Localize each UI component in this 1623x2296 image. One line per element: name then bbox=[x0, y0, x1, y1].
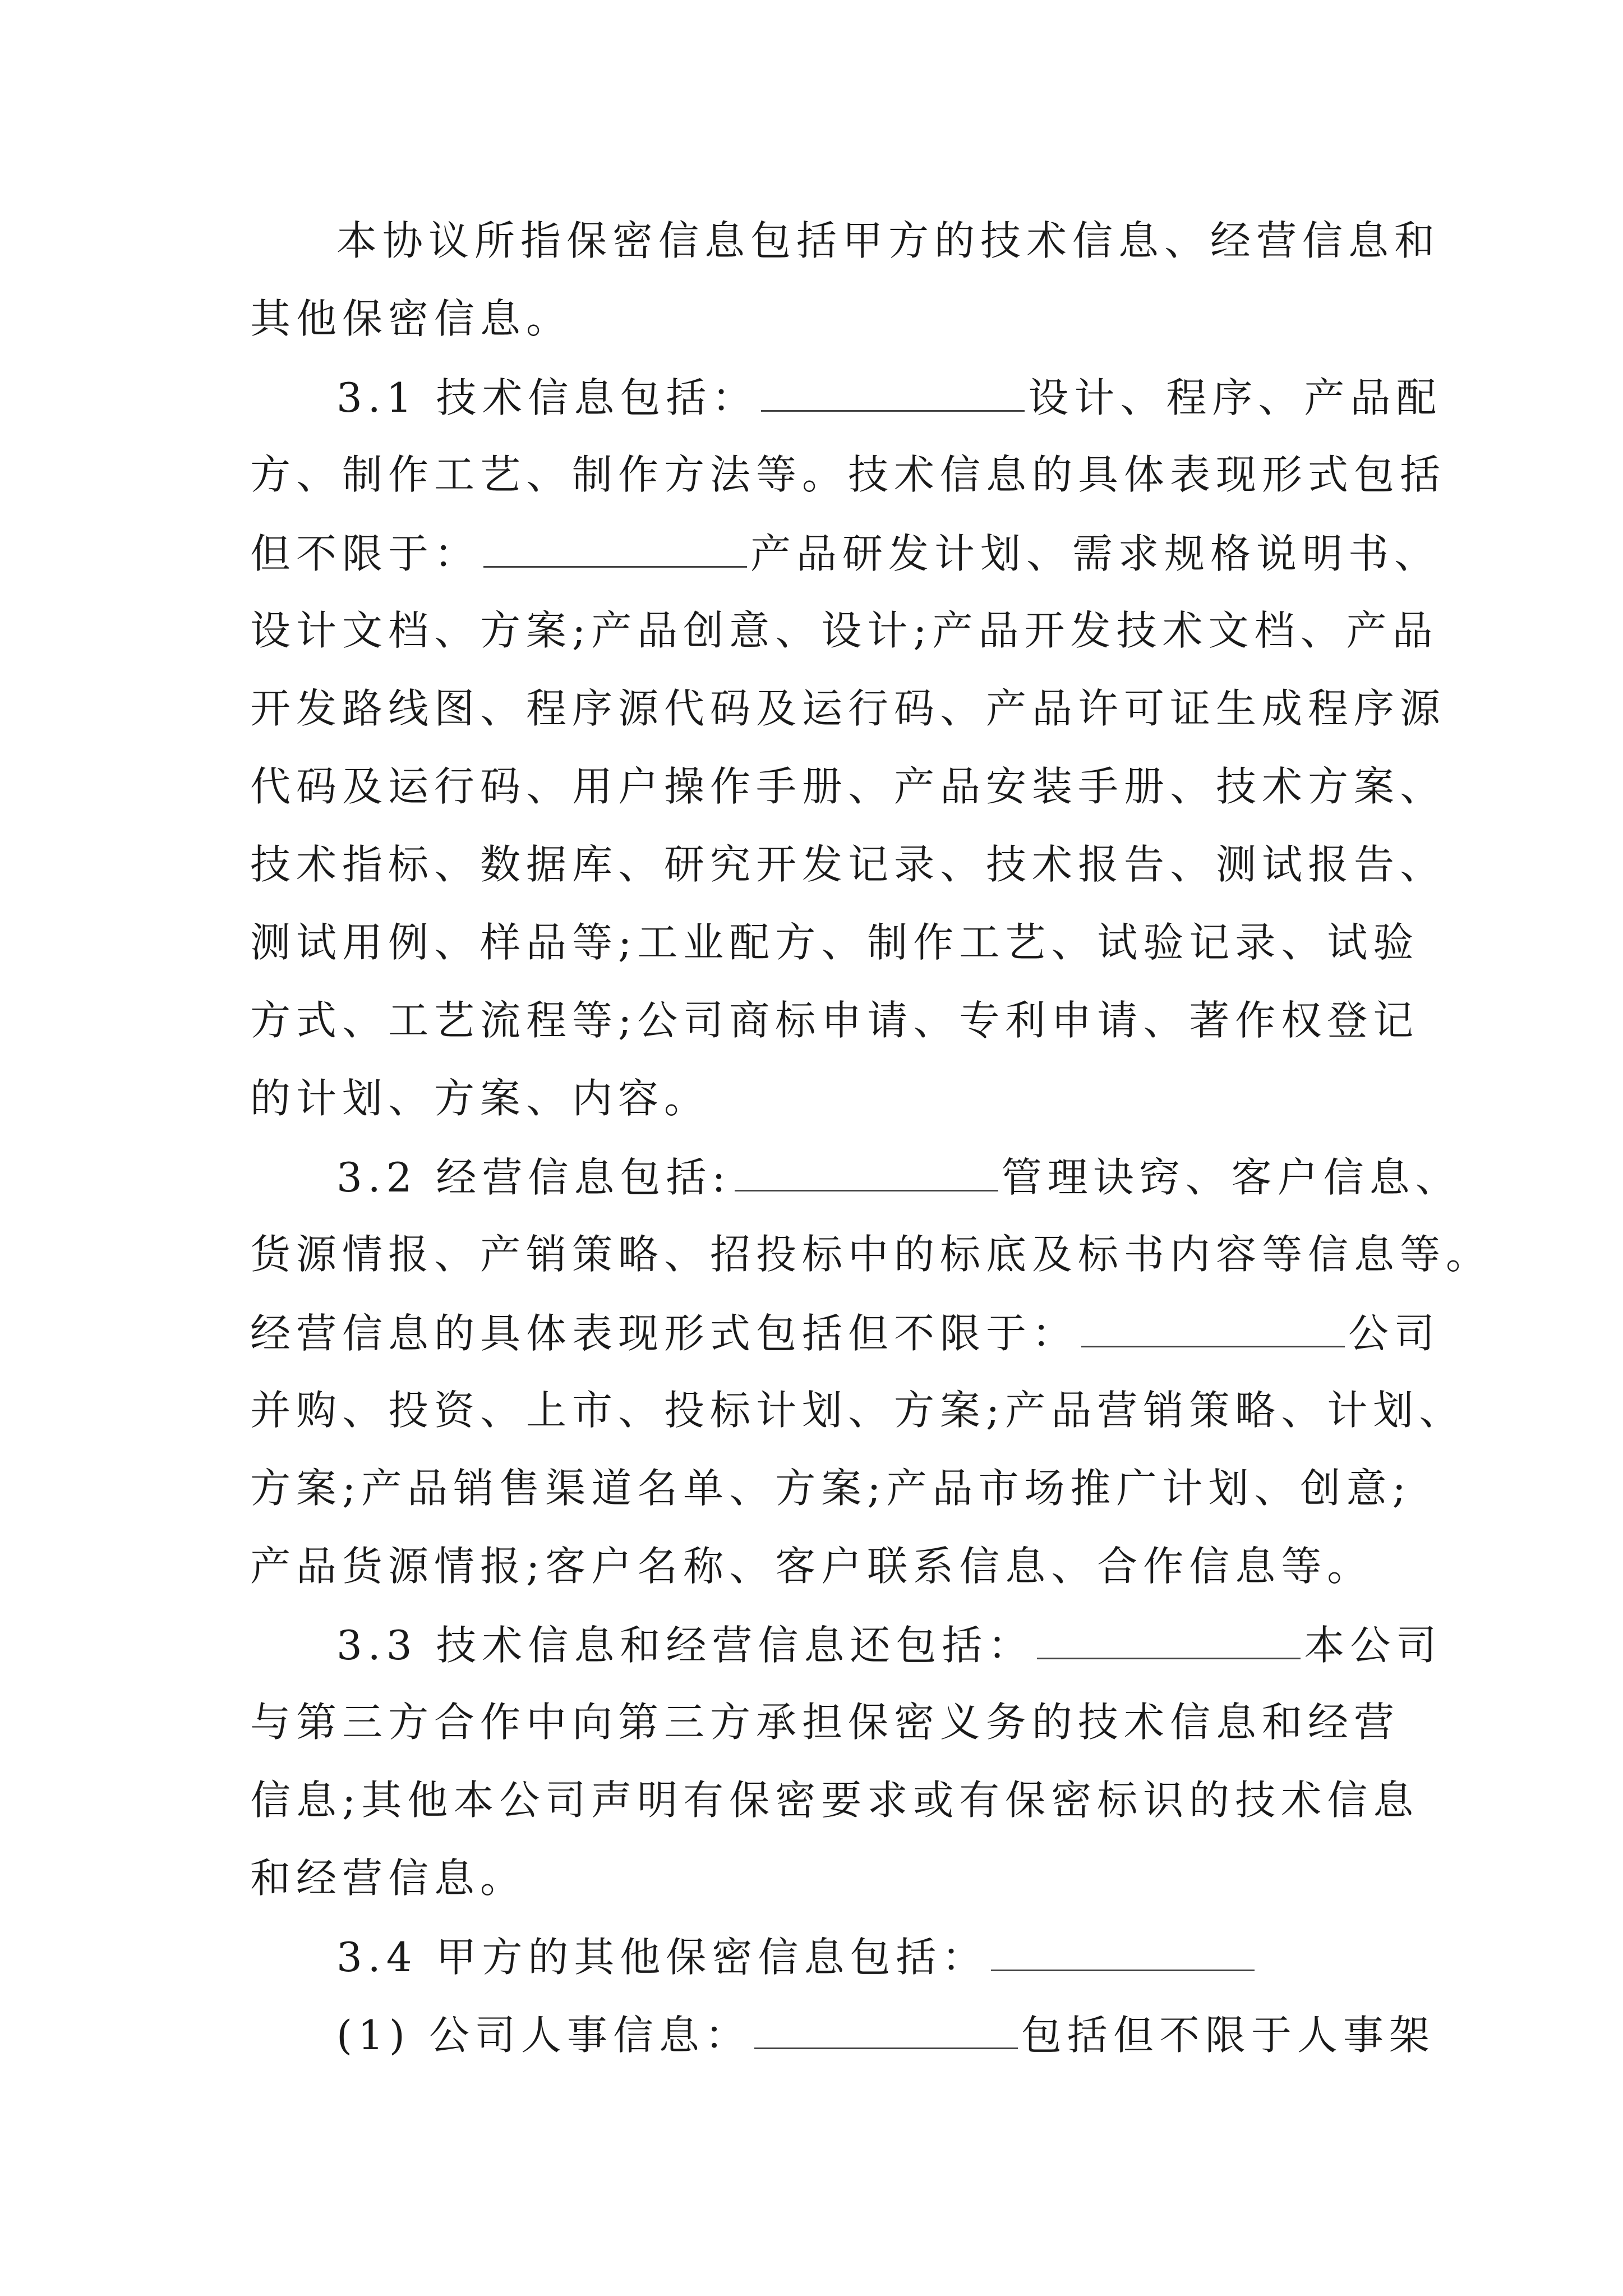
text: 与第三方合作中向第三方承担保密义务的技术信息和经营 bbox=[250, 1699, 1400, 1746]
section-3-2-line-1 bbox=[336, 1154, 1461, 1201]
fill-in-blank bbox=[483, 532, 747, 568]
text: 的计划、方案、内容。 bbox=[250, 1075, 711, 1122]
section-3-1-line-3 bbox=[250, 530, 1441, 577]
fill-in-blank bbox=[735, 1156, 998, 1191]
text: 产品货源情报;客户名称、客户联系信息、合作信息等。 bbox=[250, 1543, 1373, 1590]
text: 本协议所指保密信息包括甲方的技术信息、经营信息和 bbox=[336, 217, 1441, 264]
text: 并购、投资、上市、投标计划、方案;产品营销策略、计划、 bbox=[250, 1387, 1465, 1434]
text: 方案;产品销售渠道名单、方案;产品市场推广计划、创意; bbox=[250, 1465, 1412, 1512]
section-3-2-line-3 bbox=[250, 1310, 1441, 1357]
text: (1) 公司人事信息： bbox=[336, 2012, 751, 2059]
text: 测试用例、样品等;工业配方、制作工艺、试验记录、试验 bbox=[250, 919, 1419, 966]
text: 设计文档、方案;产品创意、设计;产品开发技术文档、产品 bbox=[250, 607, 1438, 654]
text: 设计、程序、产品配 bbox=[1028, 374, 1442, 421]
paragraph-intro-line-2 bbox=[250, 295, 573, 342]
text: 3.3 技术信息和经营信息还包括： bbox=[336, 1622, 1034, 1669]
text: 货源情报、产销策略、招投标中的标底及标书内容等信息等。 bbox=[250, 1231, 1492, 1278]
text: 本公司 bbox=[1304, 1622, 1442, 1669]
section-3-3-line-4 bbox=[250, 1855, 527, 1902]
text: 3.4 甲方的其他保密信息包括： bbox=[336, 1934, 988, 1981]
section-3-3-line-1 bbox=[336, 1622, 1442, 1669]
text: 产品研发计划、需求规格说明书、 bbox=[750, 530, 1441, 577]
text: 其他保密信息。 bbox=[250, 295, 573, 342]
section-3-3-line-2 bbox=[250, 1699, 1400, 1746]
text: 方式、工艺流程等;公司商标申请、专利申请、著作权登记 bbox=[250, 997, 1419, 1044]
section-3-1-line-9 bbox=[250, 997, 1419, 1044]
fill-in-blank bbox=[991, 1936, 1255, 1971]
section-3-2-line-2 bbox=[250, 1231, 1492, 1278]
text: 包括但不限于人事架 bbox=[1021, 2012, 1435, 2059]
section-3-2-line-5 bbox=[250, 1465, 1412, 1512]
text: 管理诀窍、客户信息、 bbox=[1001, 1154, 1461, 1201]
text: 开发路线图、程序源代码及运行码、产品许可证生成程序源 bbox=[250, 685, 1446, 732]
section-3-2-line-6 bbox=[250, 1543, 1373, 1590]
section-3-1-line-5 bbox=[250, 685, 1446, 732]
text: 经营信息的具体表现形式包括但不限于： bbox=[250, 1310, 1078, 1357]
text: 3.2 经营信息包括: bbox=[336, 1154, 731, 1201]
section-3-2-line-4 bbox=[250, 1387, 1465, 1434]
text: 方、制作工艺、制作方法等。技术信息的具体表现形式包括 bbox=[250, 451, 1446, 498]
text: 代码及运行码、用户操作手册、产品安装手册、技术方案、 bbox=[250, 763, 1446, 810]
text: 信息;其他本公司声明有保密要求或有保密标识的技术信息 bbox=[250, 1777, 1419, 1824]
section-3-4-line-1 bbox=[336, 1934, 1258, 1981]
section-3-1-line-4 bbox=[250, 607, 1438, 654]
text: 但不限于： bbox=[250, 530, 481, 577]
text: 技术指标、数据库、研究开发记录、技术报告、测试报告、 bbox=[250, 841, 1446, 888]
section-3-1-line-6 bbox=[250, 763, 1446, 810]
fill-in-blank bbox=[1081, 1312, 1345, 1347]
text: 3.1 技术信息包括： bbox=[336, 374, 758, 421]
section-3-1-line-1 bbox=[336, 374, 1442, 421]
section-3-1-line-10 bbox=[250, 1075, 711, 1122]
section-3-3-line-3 bbox=[250, 1777, 1419, 1824]
section-3-1-line-2 bbox=[250, 451, 1446, 498]
text: 公司 bbox=[1348, 1310, 1441, 1357]
section-3-4-item-1-line-1 bbox=[336, 2012, 1435, 2059]
fill-in-blank bbox=[1037, 1624, 1301, 1659]
fill-in-blank bbox=[754, 2014, 1018, 2049]
fill-in-blank bbox=[761, 376, 1025, 412]
paragraph-intro-line-1 bbox=[336, 217, 1441, 264]
section-3-1-line-7 bbox=[250, 841, 1446, 888]
section-3-1-line-8 bbox=[250, 919, 1419, 966]
text: 和经营信息。 bbox=[250, 1855, 527, 1902]
